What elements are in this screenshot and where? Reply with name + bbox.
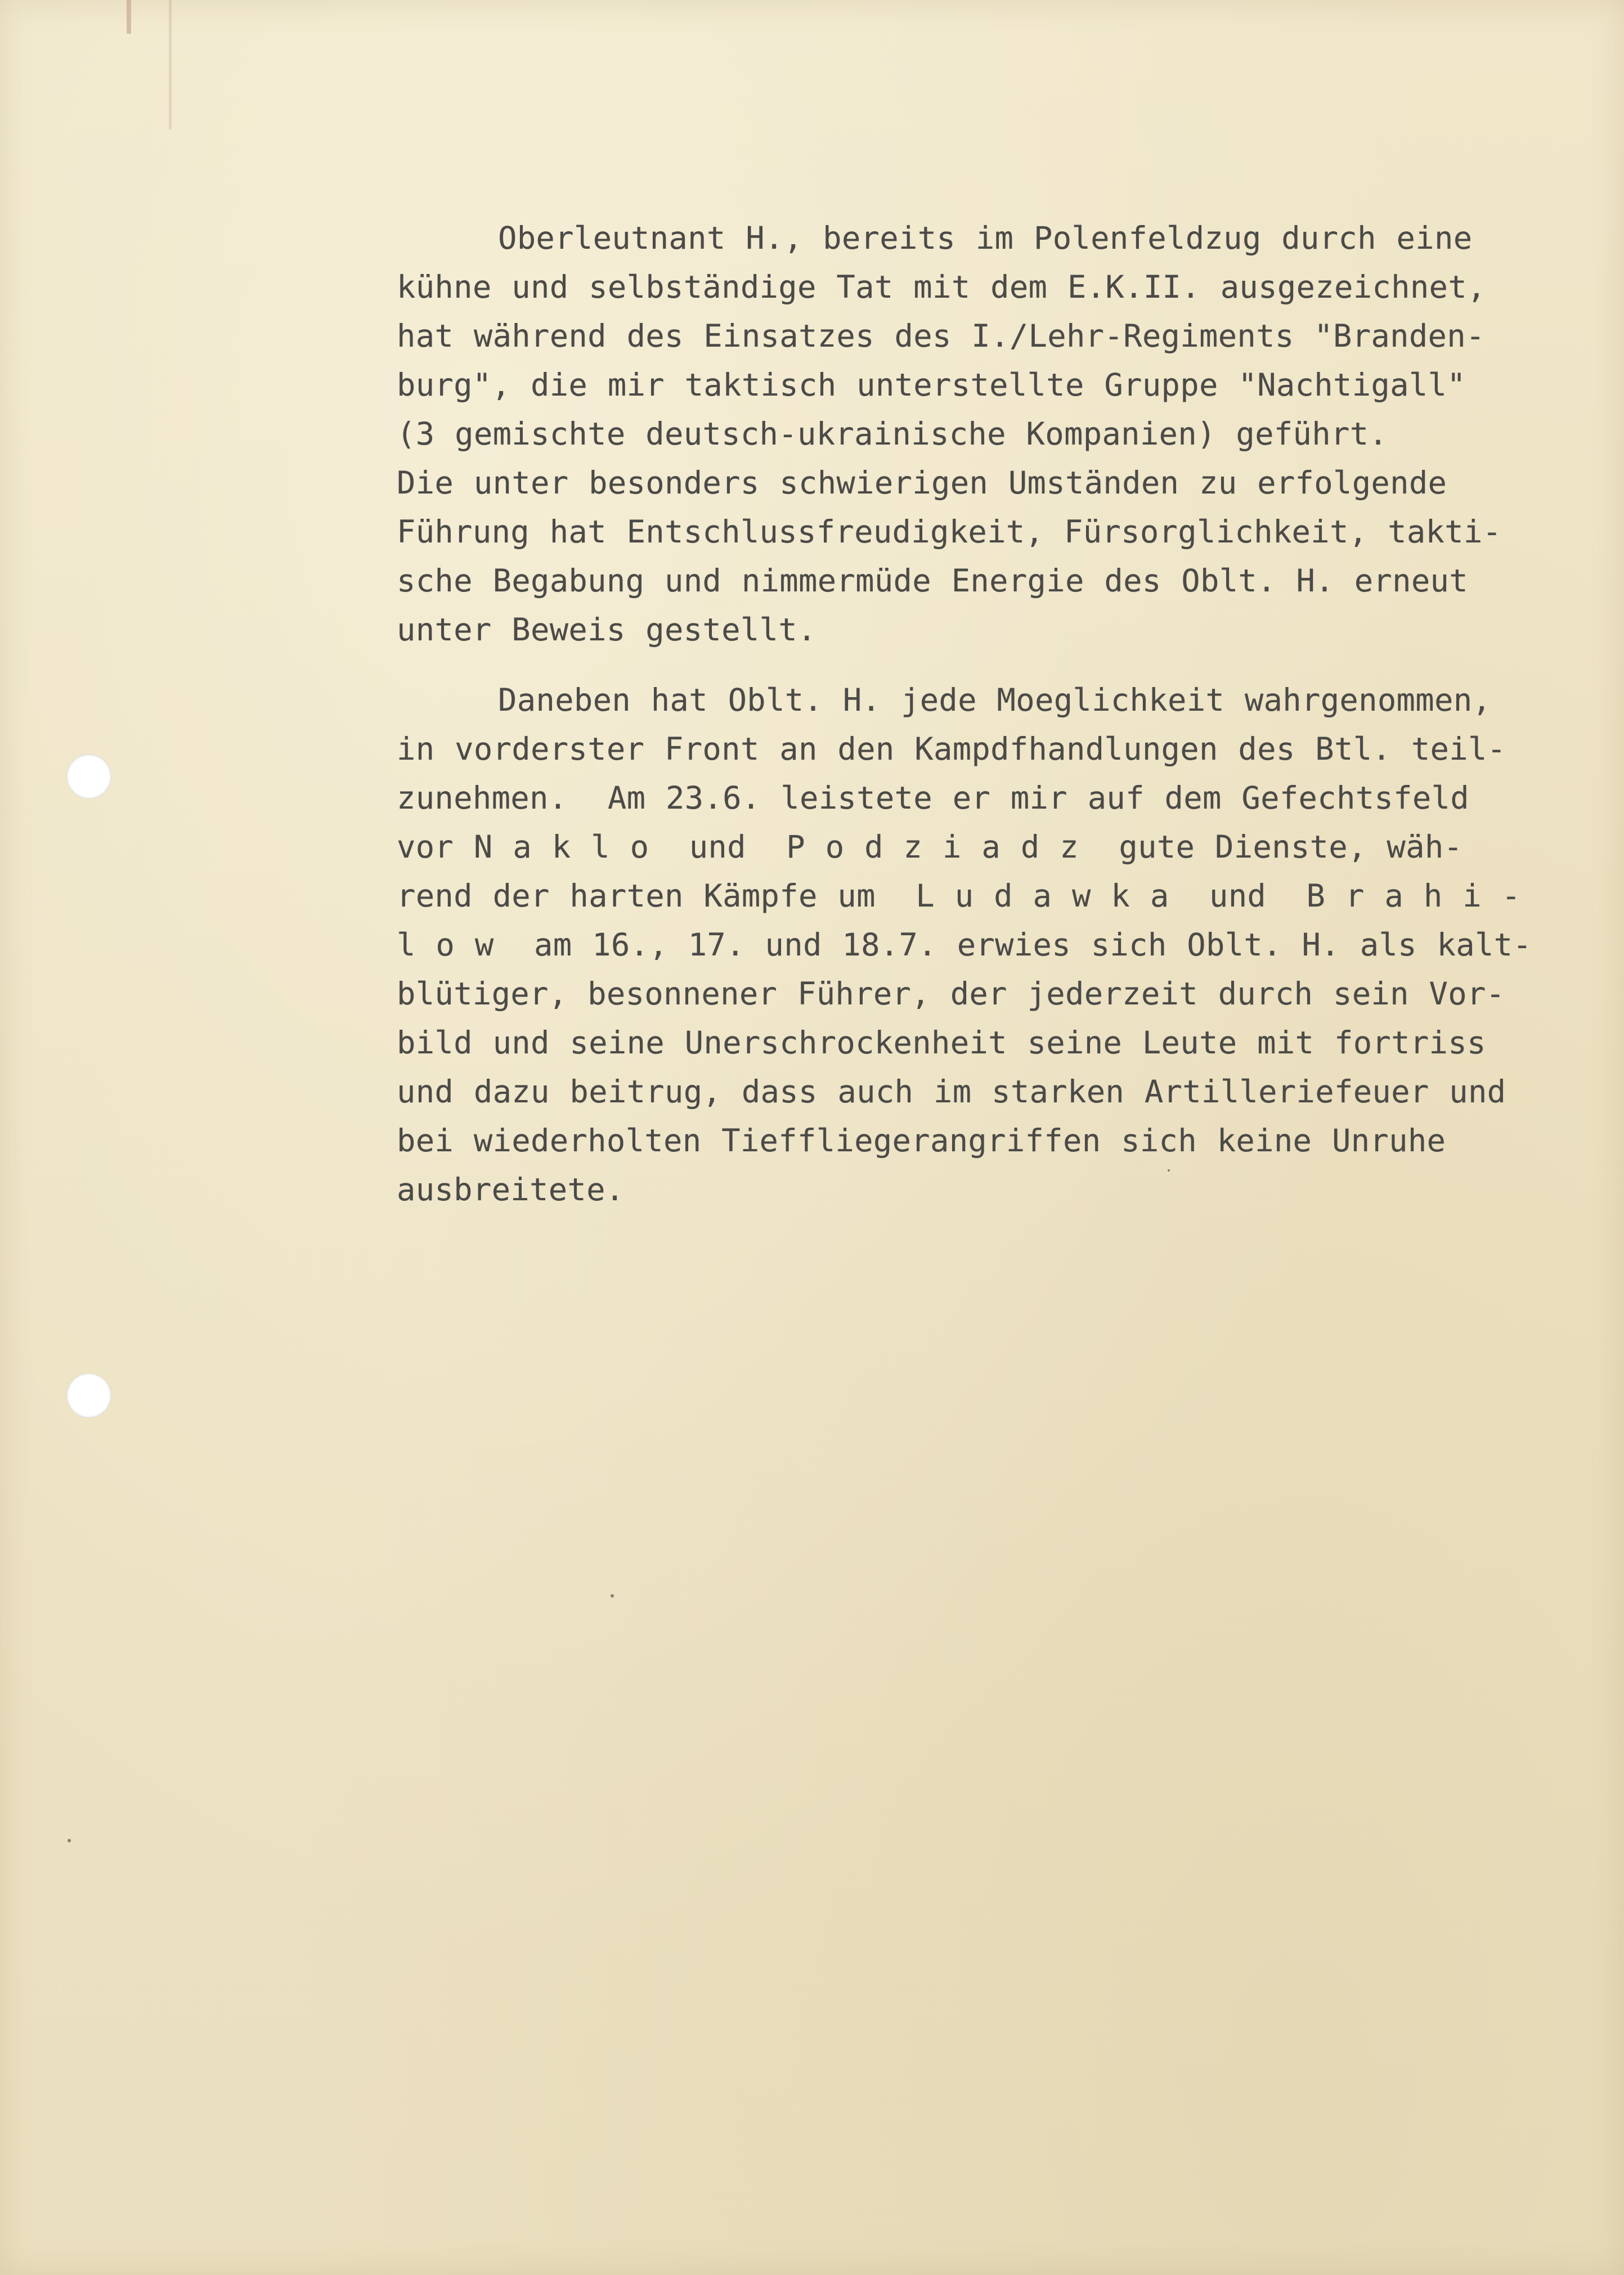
punch-hole-bottom bbox=[66, 1373, 111, 1418]
paper-speck bbox=[68, 1839, 71, 1842]
text-line: Oberleutnant H., bereits im Polenfeldzug durch eine bbox=[498, 220, 1473, 257]
paper-speck bbox=[611, 1594, 614, 1598]
text-line: zunehmen. Am 23.6. leistete er mir auf dem Gefechtsfeld bbox=[397, 780, 1469, 816]
text-line: Führung hat Entschlussfreudigkeit, Fürsorglichkeit, takti- bbox=[397, 514, 1502, 550]
text-line: bei wiederholten Tieffliegerangriffen sich keine Unruhe bbox=[397, 1123, 1446, 1159]
text-line: bild und seine Unerschrockenheit seine Leute mit fortriss bbox=[397, 1025, 1486, 1061]
text-line: sche Begabung und nimmermüde Energie des Oblt. H. erneut bbox=[397, 563, 1468, 599]
text-line: unter Beweis gestellt. bbox=[397, 612, 817, 648]
margin-stain bbox=[169, 0, 172, 129]
text-line: kühne und selbständige Tat mit dem E.K.II. ausgezeichnet, bbox=[397, 269, 1486, 306]
text-line: und dazu beitrug, dass auch im starken Artilleriefeuer und bbox=[397, 1074, 1506, 1110]
paragraph-1 bbox=[397, 214, 1595, 654]
text-line: (3 gemischte deutsch-ukrainische Kompanien) geführt. bbox=[397, 416, 1388, 452]
text-line: in vorderster Front an den Kampdfhandlungen des Btl. teil- bbox=[397, 731, 1506, 768]
text-line: blütiger, besonnener Führer, der jederzeit durch sein Vor- bbox=[397, 976, 1505, 1012]
margin-stain bbox=[127, 0, 131, 34]
punch-hole-top bbox=[66, 754, 111, 799]
text-line: ausbreitete. bbox=[397, 1172, 625, 1208]
text-line: Die unter besonders schwierigen Umständen zu erfolgende bbox=[397, 465, 1447, 501]
text-line: hat während des Einsatzes des I./Lehr-Regiments "Branden- bbox=[397, 318, 1485, 355]
text-line: Daneben hat Oblt. H. jede Moeglichkeit wahrgenommen, bbox=[498, 682, 1492, 719]
text-line: burg", die mir taktisch unterstellte Gruppe "Nachtigall" bbox=[397, 367, 1466, 403]
typed-letter-body bbox=[397, 214, 1595, 1214]
paragraph-2 bbox=[397, 676, 1595, 1214]
text-line: l o w am 16., 17. und 18.7. erwies sich Oblt. H. als kalt- bbox=[397, 927, 1532, 963]
text-line: vor N a k l o und P o d z i a d z gute Dienste, wäh- bbox=[397, 829, 1463, 865]
text-line: rend der harten Kämpfe um L u d a w k a und B r a h i - bbox=[397, 878, 1521, 914]
